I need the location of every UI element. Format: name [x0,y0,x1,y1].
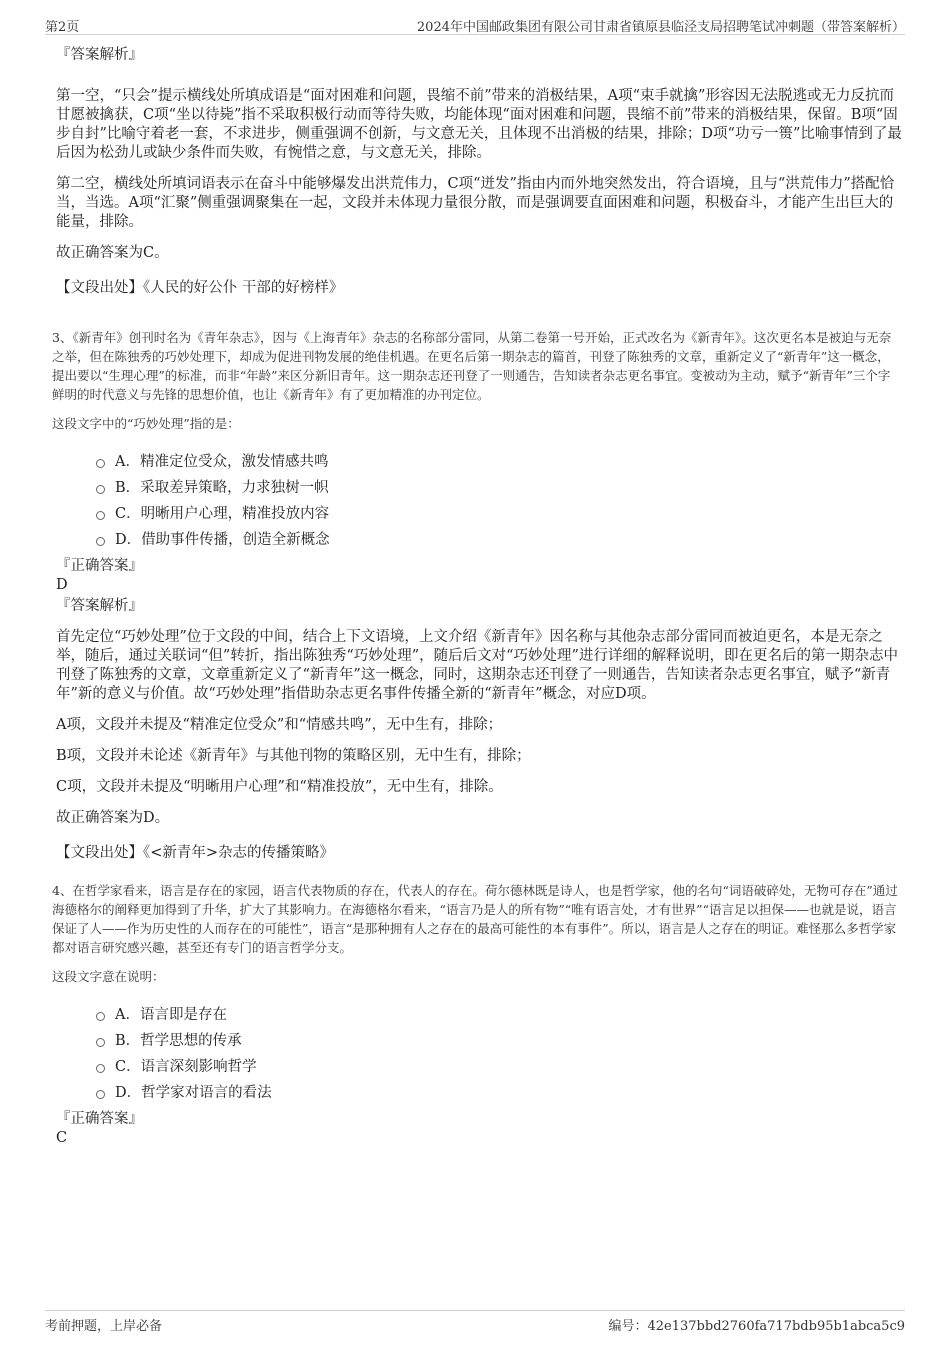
q3-analysis-a: A项，文段并未提及“精准定位受众”和“情感共鸣”，无中生有，排除； [56,717,503,733]
option-label: B．采取差异策略，力求独树一帜 [115,480,329,496]
radio-icon[interactable] [96,485,105,494]
q2-analysis-p1: 第一空，“只会”提示横线处所填成语是“面对困难和问题，畏缩不前”带来的消极结果，A项“束手就擒”形容因无法脱逃或无力反抗而甘愿被擒获，C项“坐以待毙”指不采取积极行动而等待失败，均能体现“面对困难和问题，畏缩不前”带来的消极结果，保留。B项“固步自封”比喻守着老一套，不求进步，侧重强调不创新，与文意无关，且体现不出消极的结果，排除；D项“功亏一篑”比喻事情到了最后因为松劲儿或缺少条件而失败，有惋惜之意，与文意无关，排除。 [56,88,902,161]
radio-icon[interactable] [96,1012,105,1021]
q4-answer-label: 『正确答案』 [56,1111,143,1127]
q3-question-text: 3、《新青年》创刊时名为《青年杂志》，因与《上海青年》杂志的名称部分雷同，从第二卷第一号开始，正式改名为《新青年》。这次更名本是被迫与无奈之举，但在陈独秀的巧妙处理下，却成为促进刊物发展的绝佳机遇。在更名后第一期杂志的篇首，刊登了陈独秀的文章，重新定义了“新青年”这一概念，提出要以“生理心理”的标准，而非“年龄”来区分新旧青年。这一期杂志还刊登了一则通告，告知读者杂志更名事宜。变被动为主动，赋予“新青年”三个字鲜明的时代意义与先锋的思想价值，也让《新青年》有了更加精准的办刊定位。 [52,330,892,402]
q3-option-b[interactable] [96,475,902,501]
q3-source: 【文段出处】《<新青年>杂志的传播策略》 [56,845,335,861]
q3-option-a[interactable] [96,449,902,475]
q2-analysis-label: 『答案解析』 [56,47,143,63]
q3-analysis-c: C项，文段并未提及“明晰用户心理”和“精准投放”，无中生有，排除。 [56,779,503,795]
q3-analysis-p1: 首先定位“巧妙处理”位于文段的中间，结合上下文语境，上文介绍《新青年》因名称与其他杂志部分雷同而被迫更名，本是无奈之举，随后，通过关联词“但”转折，指出陈独秀“巧妙处理”，随后后文对“巧妙处理”进行详细的解释说明，即在更名后的第一期杂志中刊登了陈独秀的文章，文章重新定义了“新青年”这一概念，同时，这期杂志还刊登了一则通告，告知读者杂志更名事宜，赋予“新青年”新的意义与价值。故“巧妙处理”指借助杂志更名事件传播全新的“新青年”概念，对应D项。 [56,629,898,702]
q4-option-c[interactable] [96,1054,902,1080]
q4-option-d[interactable] [96,1080,902,1106]
option-label: C．明晰用户心理，精准投放内容 [115,506,330,522]
radio-icon[interactable] [96,1064,105,1073]
q3-analysis-b: B项，文段并未论述《新青年》与其他刊物的策略区别，无中生有，排除； [56,748,531,764]
q2-analysis-p2: 第二空，横线处所填词语表示在奋斗中能够爆发出洪荒伟力，C项“迸发”指由内而外地突然发出，符合语境，且与“洪荒伟力”搭配恰当，当选。A项“汇聚”侧重强调聚集在一起，文段并未体现力量很分散，而是强调要直面困难和问题，积极奋斗，才能产生出巨大的能量，排除。 [56,176,895,230]
radio-icon[interactable] [96,511,105,520]
q3-prompt: 这段文字中的“巧妙处理”指的是： [52,416,240,431]
q4-prompt: 这段文字意在说明： [52,969,165,984]
q3-answer-label: 『正确答案』 [56,558,143,574]
q3-option-c[interactable] [96,501,902,527]
page-header [45,14,905,35]
footer-slogan: 考前押题，上岸必备 [45,1319,163,1334]
q3-answer: D [56,577,68,593]
option-label: D．哲学家对语言的看法 [115,1085,272,1101]
option-label: B．哲学思想的传承 [115,1033,242,1049]
radio-icon[interactable] [96,1038,105,1047]
q3-option-d[interactable] [96,527,902,553]
page-number: 第2页 [45,20,80,35]
document-id: 编号：42e137bbd2760fa717bdb95b1abca5c9 [608,1319,905,1334]
option-label: C．语言深刻影响哲学 [115,1059,257,1075]
q4-option-b[interactable] [96,1028,902,1054]
q4-question-text: 4、在哲学家看来，语言是存在的家园，语言代表物质的存在，代表人的存在。荷尔德林既是诗人，也是哲学家，他的名句“词语破碎处，无物可存在”通过海德格尔的阐释更加得到了升华，扩大了其影响力。在海德格尔看来，“语言乃是人的所有物”“唯有语言处，才有世界”“语言足以担保——也就是说，语言保证了人——作为历史性的人而存在的可能性”，语言“是那种拥有人之存在的最高可能性的本有事件”。所以，语言是人之存在的明证。难怪那么多哲学家都对语言研究感兴趣，甚至还有专门的语言哲学分支。 [52,883,898,955]
radio-icon[interactable] [96,1090,105,1099]
option-label: D．借助事件传播，创造全新概念 [115,532,330,548]
q3-conclusion: 故正确答案为D。 [56,810,170,826]
q4-answer: C [56,1130,68,1146]
radio-icon[interactable] [96,459,105,468]
option-label: A．语言即是存在 [115,1007,227,1023]
q2-conclusion: 故正确答案为C。 [56,245,169,261]
q3-analysis-label: 『答案解析』 [56,598,143,614]
q4-option-a[interactable] [96,1002,902,1028]
q3-options [96,449,902,553]
q2-source: 【文段出处】《人民的好公仆 干部的好榜样》 [56,280,344,296]
document-content [52,46,902,1148]
option-label: A．精准定位受众，激发情感共鸣 [115,454,329,470]
document-title: 2024年中国邮政集团有限公司甘肃省镇原县临泾支局招聘笔试冲刺题（带答案解析） [416,20,905,35]
q4-options [96,1002,902,1106]
radio-icon[interactable] [96,537,105,546]
page-footer [45,1310,905,1335]
